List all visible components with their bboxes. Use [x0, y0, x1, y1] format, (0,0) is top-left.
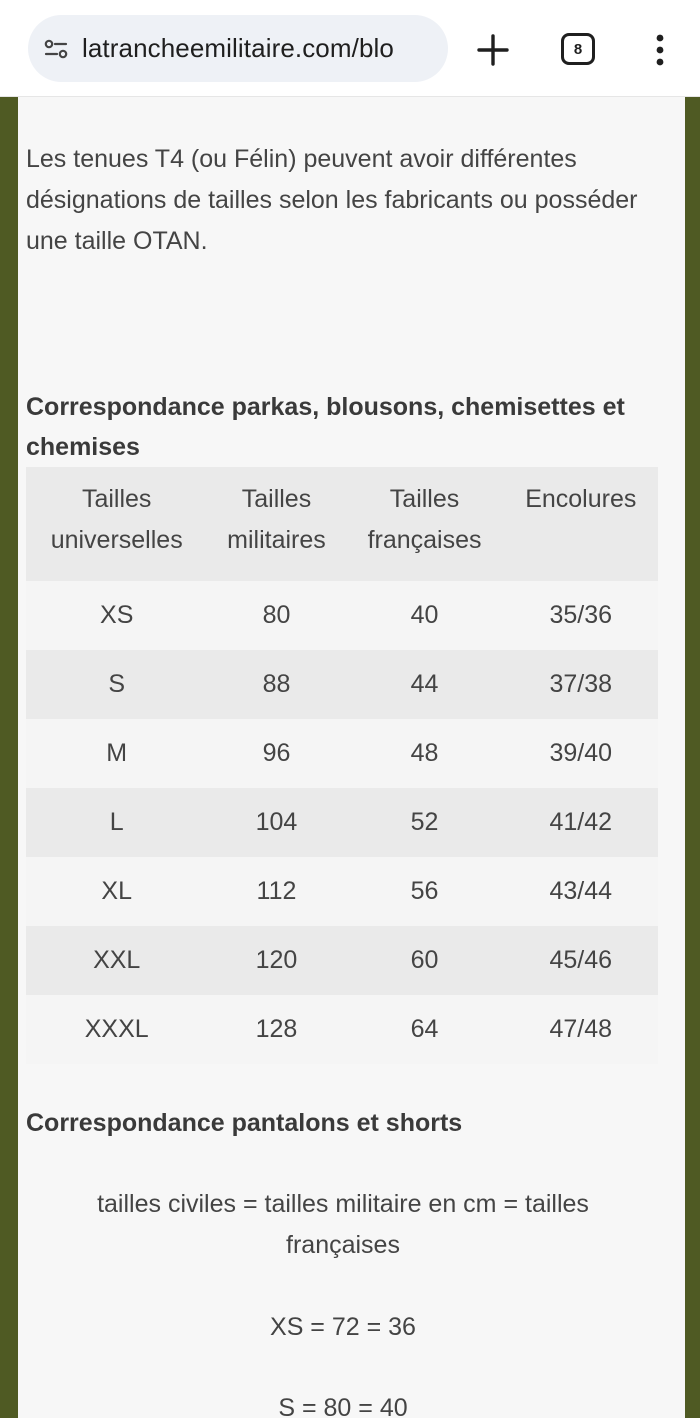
header-collar: Encolures: [504, 467, 658, 581]
cell-universal: XXXL: [26, 995, 207, 1064]
size-formula: tailles civiles = tailles militaire en cm = tailles françaises: [97, 1190, 589, 1259]
section-title-parkas: Correspondance parkas, blousons, chemisettes et chemises: [26, 393, 625, 461]
cell-french: 52: [346, 788, 504, 857]
equivalence-line: S = 80 = 40: [278, 1394, 408, 1418]
table-row: [26, 857, 658, 926]
cell-military: 128: [207, 995, 345, 1064]
table-row: [26, 995, 658, 1064]
cell-french: 56: [346, 857, 504, 926]
url-text[interactable]: latrancheemilitaire.com/blo: [82, 33, 394, 63]
size-table: [26, 467, 658, 1064]
section-title-trousers: Correspondance pantalons et shorts: [26, 1109, 463, 1137]
table-header-row: [26, 467, 658, 581]
cell-collar: 35/36: [504, 581, 658, 650]
browser-toolbar: [0, 0, 700, 97]
cell-collar: 45/46: [504, 926, 658, 995]
header-universal: Tailles universelles: [26, 467, 207, 581]
cell-universal: XL: [26, 857, 207, 926]
article-content: [18, 97, 685, 1418]
table-row: [26, 719, 658, 788]
more-vert-icon[interactable]: [648, 30, 672, 70]
cell-collar: 41/42: [504, 788, 658, 857]
cell-military: 120: [207, 926, 345, 995]
equivalence-line: XS = 72 = 36: [270, 1313, 416, 1341]
table-row: [26, 926, 658, 995]
cell-military: 88: [207, 650, 345, 719]
cell-military: 96: [207, 719, 345, 788]
cell-universal: M: [26, 719, 207, 788]
cell-collar: 37/38: [504, 650, 658, 719]
cell-french: 44: [346, 650, 504, 719]
cell-military: 104: [207, 788, 345, 857]
cell-collar: 39/40: [504, 719, 658, 788]
cell-military: 112: [207, 857, 345, 926]
address-bar[interactable]: [28, 15, 448, 82]
cell-french: 60: [346, 926, 504, 995]
table-row: [26, 788, 658, 857]
cell-universal: XS: [26, 581, 207, 650]
plus-icon[interactable]: [471, 28, 515, 72]
header-military: Tailles militaires: [207, 467, 345, 581]
cell-collar: 43/44: [504, 857, 658, 926]
tab-count: 8: [573, 40, 583, 58]
cell-french: 48: [346, 719, 504, 788]
table-row: [26, 650, 658, 719]
cell-collar: 47/48: [504, 995, 658, 1064]
header-french: Tailles françaises: [346, 467, 504, 581]
cell-french: 64: [346, 995, 504, 1064]
cell-universal: S: [26, 650, 207, 719]
cell-military: 80: [207, 581, 345, 650]
intro-paragraph: Les tenues T4 (ou Félin) peuvent avoir différentes désignations de tailles selon les fabricants ou posséder une taille OTAN.: [26, 145, 638, 255]
table-row: [26, 581, 658, 650]
cell-universal: XXL: [26, 926, 207, 995]
cell-universal: L: [26, 788, 207, 857]
tab-switcher-button[interactable]: [561, 33, 595, 65]
cell-french: 40: [346, 581, 504, 650]
site-info-icon[interactable]: [42, 35, 70, 63]
